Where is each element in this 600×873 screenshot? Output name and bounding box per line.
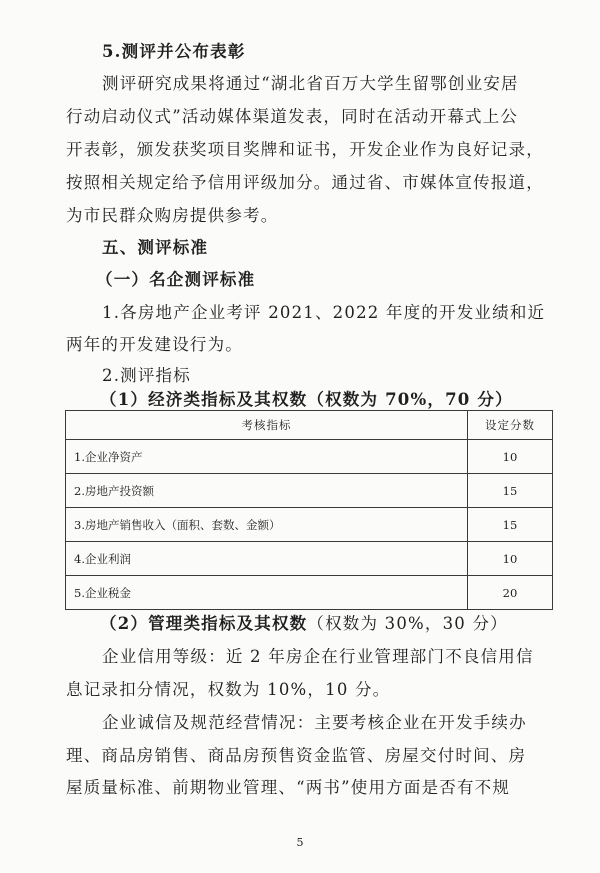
paragraph-line: 企业信用等级：近 2 年房企在行业管理部门不良信用信 bbox=[102, 647, 534, 666]
section-heading-five: 五、测评标准 bbox=[102, 238, 209, 257]
paragraph-line: 开表彰，颁发获奖项目奖牌和证书，开发企业作为良好记录， bbox=[66, 140, 544, 159]
paragraph-line: 息记录扣分情况，权数为 10%，10 分。 bbox=[66, 680, 391, 699]
table-caption: （1）经济类指标及其权数（权数为 70%，70 分） bbox=[100, 390, 513, 409]
table-row bbox=[66, 474, 553, 508]
row-indicator: 4.企业利润 bbox=[66, 542, 468, 576]
table-row bbox=[66, 542, 553, 576]
row-indicator: 1.企业净资产 bbox=[66, 440, 468, 474]
paragraph-line: 2.测评指标 bbox=[102, 366, 191, 385]
row-score: 10 bbox=[468, 440, 553, 474]
paragraph-line: 按照相关规定给予信用评级加分。通过省、市媒体宣传报道， bbox=[66, 173, 544, 192]
paragraph-line: 行动启动仪式”活动媒体渠道发表，同时在活动开幕式上公 bbox=[66, 107, 519, 126]
heading-weight: （权数为 30%，30 分） bbox=[307, 614, 508, 633]
paragraph-line: 两年的开发建设行为。 bbox=[66, 335, 243, 354]
table-header-row bbox=[66, 411, 553, 440]
row-score: 20 bbox=[468, 576, 553, 610]
paragraph-line: 企业诚信及规范经营情况：主要考核企业在开发手续办 bbox=[102, 713, 527, 732]
table-row bbox=[66, 440, 553, 474]
row-indicator: 5.企业税金 bbox=[66, 576, 468, 610]
paragraph-line: 为市民群众购房提供参考。 bbox=[66, 206, 279, 225]
row-score: 15 bbox=[468, 508, 553, 542]
table-row bbox=[66, 508, 553, 542]
row-score: 10 bbox=[468, 542, 553, 576]
section-heading-5: 5.测评并公布表彰 bbox=[102, 42, 246, 61]
row-indicator: 2.房地产投资额 bbox=[66, 474, 468, 508]
paragraph-line: 1.各房地产企业考评 2021、2022 年度的开发业绩和近 bbox=[102, 303, 546, 322]
paragraph-line: 理、商品房销售、商品房预售资金监管、房屋交付时间、房 bbox=[66, 746, 527, 765]
row-indicator: 3.房地产销售收入（面积、套数、金额） bbox=[66, 508, 468, 542]
subsection-heading-1: （一）名企测评标准 bbox=[96, 270, 256, 289]
header-score: 设定分数 bbox=[468, 411, 553, 440]
table-row bbox=[66, 576, 553, 610]
header-indicator: 考核指标 bbox=[66, 411, 468, 440]
paragraph-line: 测评研究成果将通过“湖北省百万大学生留鄂创业安居 bbox=[102, 74, 519, 93]
indicator-table bbox=[65, 410, 553, 610]
paragraph-line: 屋质量标准、前期物业管理、“两书”使用方面是否有不规 bbox=[66, 778, 511, 797]
subsection-heading-2 bbox=[100, 610, 508, 634]
row-score: 15 bbox=[468, 474, 553, 508]
heading-main: （2）管理类指标及其权数 bbox=[100, 614, 308, 633]
page-number: 5 bbox=[296, 836, 304, 849]
